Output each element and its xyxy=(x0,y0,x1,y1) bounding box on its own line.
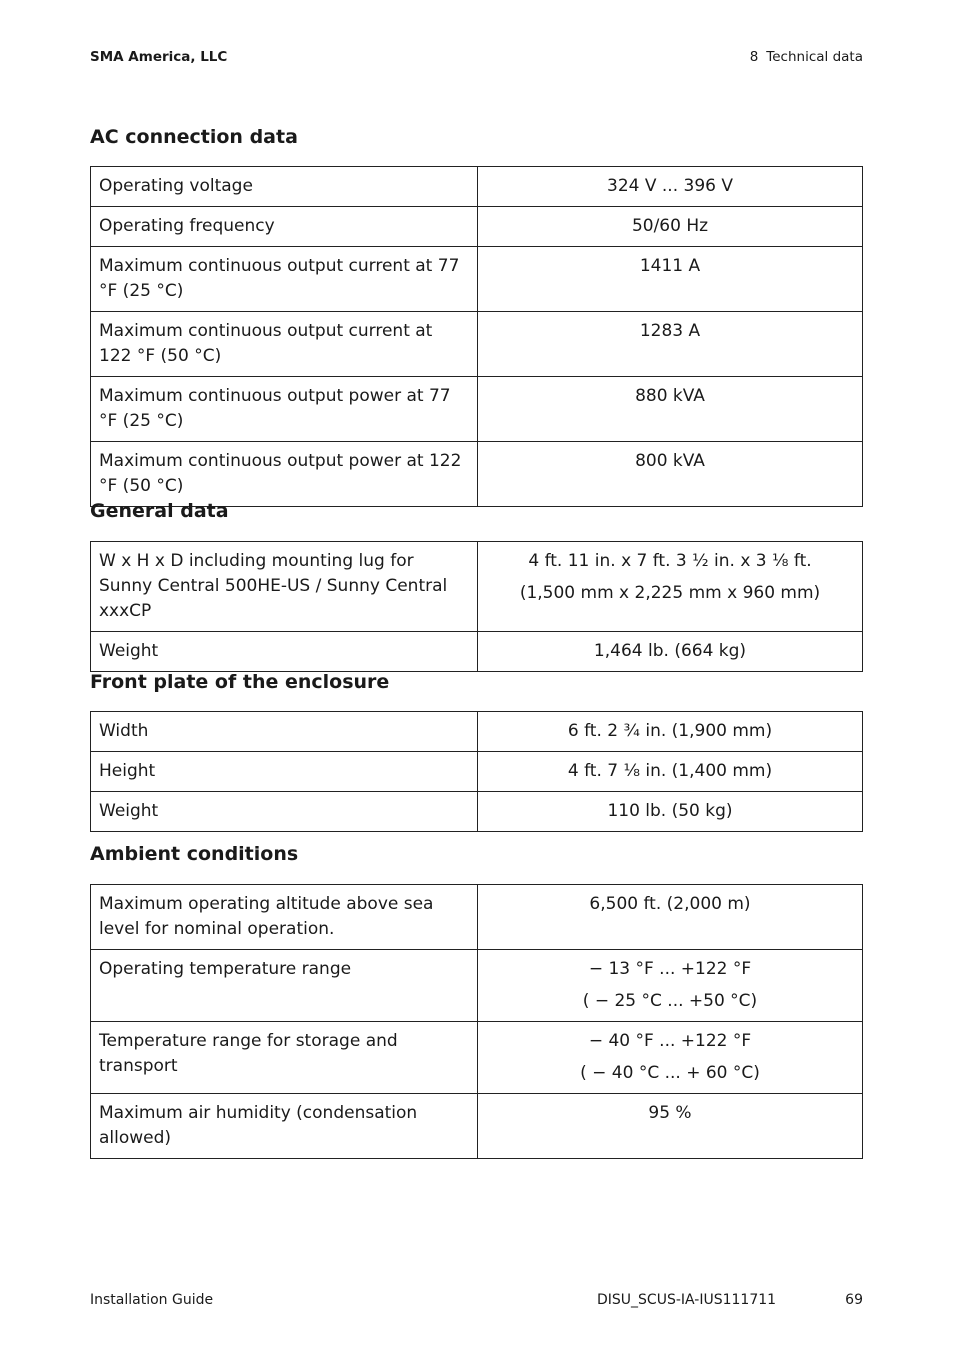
chapter-number: 8 xyxy=(749,49,759,65)
row-label: Height xyxy=(91,752,478,792)
row-value xyxy=(478,950,863,1022)
row-value: 1411 A xyxy=(478,247,863,312)
table-row xyxy=(91,752,863,792)
row-label: Maximum air humidity (condensation allowed) xyxy=(91,1094,478,1159)
table-row xyxy=(91,792,863,832)
front-plate-table xyxy=(90,711,863,832)
table-row xyxy=(91,1022,863,1094)
temperature-fahrenheit: − 40 °F ... +122 °F xyxy=(588,1031,752,1051)
table-row xyxy=(91,167,863,207)
table-row xyxy=(91,247,863,312)
section-title-front-plate: Front plate of the enclosure xyxy=(90,671,390,693)
row-label: Operating temperature range xyxy=(91,950,478,1022)
row-label: W x H x D including mounting lug for Sunny Central 500HE-US / Sunny Central xxxCP xyxy=(91,542,478,632)
footer-doc-id: DISU_SCUS-IA-IUS111711 xyxy=(597,1292,777,1308)
row-value: 800 kVA xyxy=(478,442,863,507)
row-label: Maximum continuous output current at 77 °F (25 °C) xyxy=(91,247,478,312)
row-value: 324 V ... 396 V xyxy=(478,167,863,207)
row-value: 6 ft. 2 ¾ in. (1,900 mm) xyxy=(478,712,863,752)
ac-connection-table xyxy=(90,166,863,507)
header-company: SMA America, LLC xyxy=(90,49,228,65)
row-value: 110 lb. (50 kg) xyxy=(478,792,863,832)
table-row xyxy=(91,632,863,672)
page-number: 69 xyxy=(845,1292,863,1308)
row-label: Weight xyxy=(91,792,478,832)
section-title-general: General data xyxy=(90,500,229,522)
row-value xyxy=(478,1022,863,1094)
table-row xyxy=(91,885,863,950)
footer-doc-type: Installation Guide xyxy=(90,1292,214,1308)
row-label: Maximum continuous output power at 77 °F (25 °C) xyxy=(91,377,478,442)
chapter-title: Technical data xyxy=(766,49,863,65)
temperature-celsius: ( − 25 °C ... +50 °C) xyxy=(582,991,758,1011)
row-label: Maximum continuous output power at 122 °F (50 °C) xyxy=(91,442,478,507)
ambient-conditions-table xyxy=(90,884,863,1159)
row-value: 50/60 Hz xyxy=(478,207,863,247)
row-value: 1283 A xyxy=(478,312,863,377)
row-label: Width xyxy=(91,712,478,752)
row-value: 4 ft. 7 ⅛ in. (1,400 mm) xyxy=(478,752,863,792)
table-row xyxy=(91,442,863,507)
row-value: 1,464 lb. (664 kg) xyxy=(478,632,863,672)
table-row xyxy=(91,377,863,442)
row-label: Operating frequency xyxy=(91,207,478,247)
row-value xyxy=(478,542,863,632)
row-label: Temperature range for storage and transport xyxy=(91,1022,478,1094)
header-chapter xyxy=(750,49,863,65)
row-label: Maximum continuous output current at 122 °F (50 °C) xyxy=(91,312,478,377)
row-value: 880 kVA xyxy=(478,377,863,442)
temperature-celsius: ( − 40 °C ... + 60 °C) xyxy=(580,1063,760,1083)
table-row xyxy=(91,312,863,377)
temperature-fahrenheit: − 13 °F ... +122 °F xyxy=(588,959,752,979)
row-label: Maximum operating altitude above sea level for nominal operation. xyxy=(91,885,478,950)
table-row xyxy=(91,950,863,1022)
section-title-ambient: Ambient conditions xyxy=(90,843,299,865)
table-row xyxy=(91,207,863,247)
row-value: 6,500 ft. (2,000 m) xyxy=(478,885,863,950)
table-row xyxy=(91,712,863,752)
dimension-imperial: 4 ft. 11 in. x 7 ft. 3 ½ in. x 3 ⅛ ft. xyxy=(528,551,812,571)
dimension-metric: (1,500 mm x 2,225 mm x 960 mm) xyxy=(519,583,821,603)
row-label: Operating voltage xyxy=(91,167,478,207)
general-data-table xyxy=(90,541,863,672)
row-value: 95 % xyxy=(478,1094,863,1159)
section-title-ac: AC connection data xyxy=(90,126,298,148)
table-row xyxy=(91,542,863,632)
table-row xyxy=(91,1094,863,1159)
row-label: Weight xyxy=(91,632,478,672)
